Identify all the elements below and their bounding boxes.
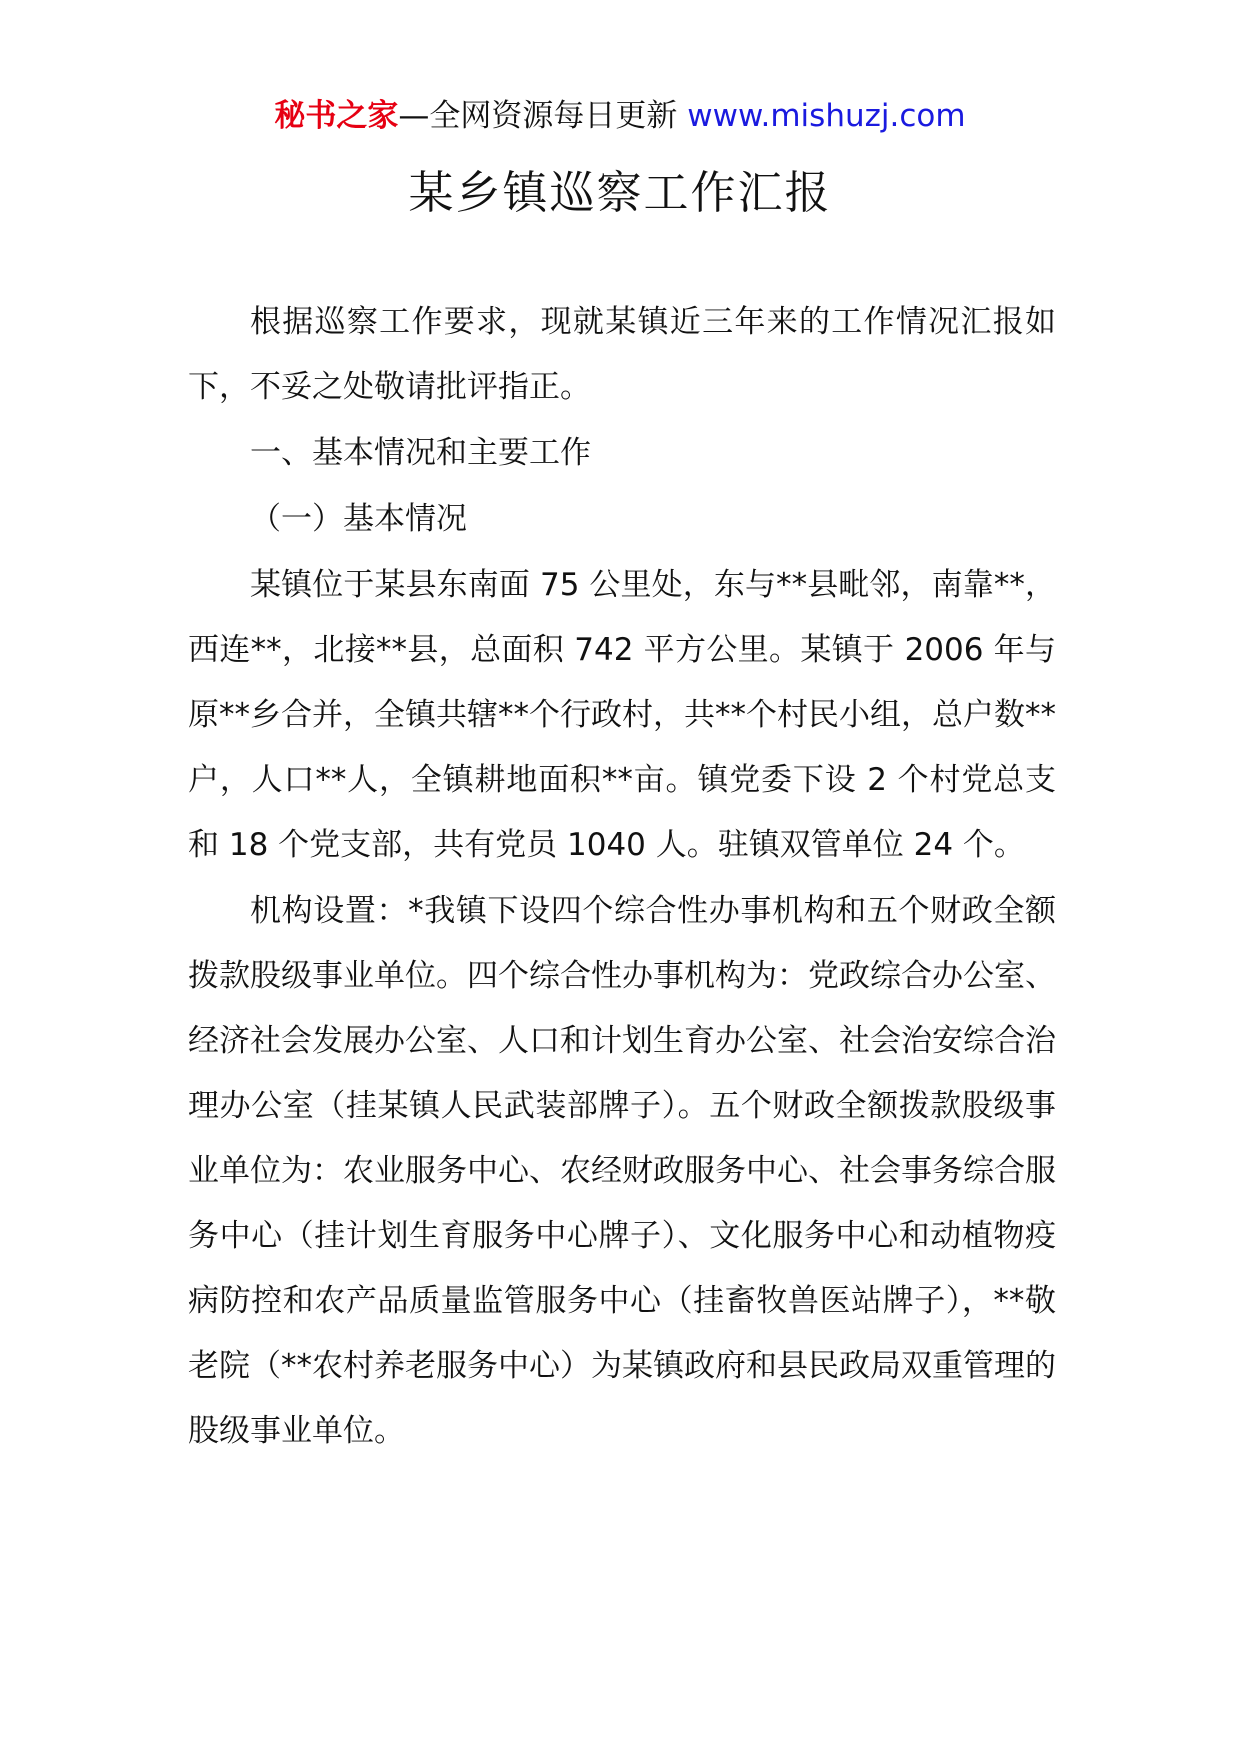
site-header xyxy=(0,96,1240,136)
subsection-heading: （一）基本情况 xyxy=(250,501,467,537)
document-title: 某乡镇巡察工作汇报 xyxy=(408,166,832,219)
intro-paragraph: 根据巡察工作要求，现就某镇近三年来的工作情况汇报如下，不妥之处敬请批评指正。 xyxy=(188,304,1056,405)
header-tagline: —全网资源每日更新 xyxy=(398,98,688,134)
institutions-paragraph: 机构设置：*我镇下设四个综合性办事机构和五个财政全额拨款股级事业单位。四个综合性办事机构为：党政综合办公室、经济社会发展办公室、人口和计划生育办公室、社会治安综合治理办公室（挂某镇人民武装部牌子）。五个财政全额拨款股级事业单位为：农业服务中心、农经财政服务中心、社会事务综合服务中心（挂计划生育服务中心牌子）、文化服务中心和动植物疫病防控和农产品质量监管服务中心（挂畜牧兽医站牌子），**敬老院（**农村养老服务中心）为某镇政府和县民政局双重管理的股级事业单位。 xyxy=(188,893,1056,1449)
site-url-link[interactable]: www.mishuzj.com xyxy=(687,98,966,134)
document-body xyxy=(188,290,1056,1465)
section-heading: 一、基本情况和主要工作 xyxy=(250,435,591,471)
brand-name: 秘书之家 xyxy=(274,98,399,134)
basic-info-paragraph: 某镇位于某县东南面 75 公里处，东与**县毗邻，南靠**，西连**，北接**县，总面积 742 平方公里。某镇于 2006 年与原**乡合并，全镇共辖**个行政村，共**个村民小组，总户数**户，人口**人，全镇耕地面积**亩。镇党委下设 2 个村党总支和 18 个党支部，共有党员 1040 人。驻镇双管单位 24 个。 xyxy=(188,567,1056,863)
